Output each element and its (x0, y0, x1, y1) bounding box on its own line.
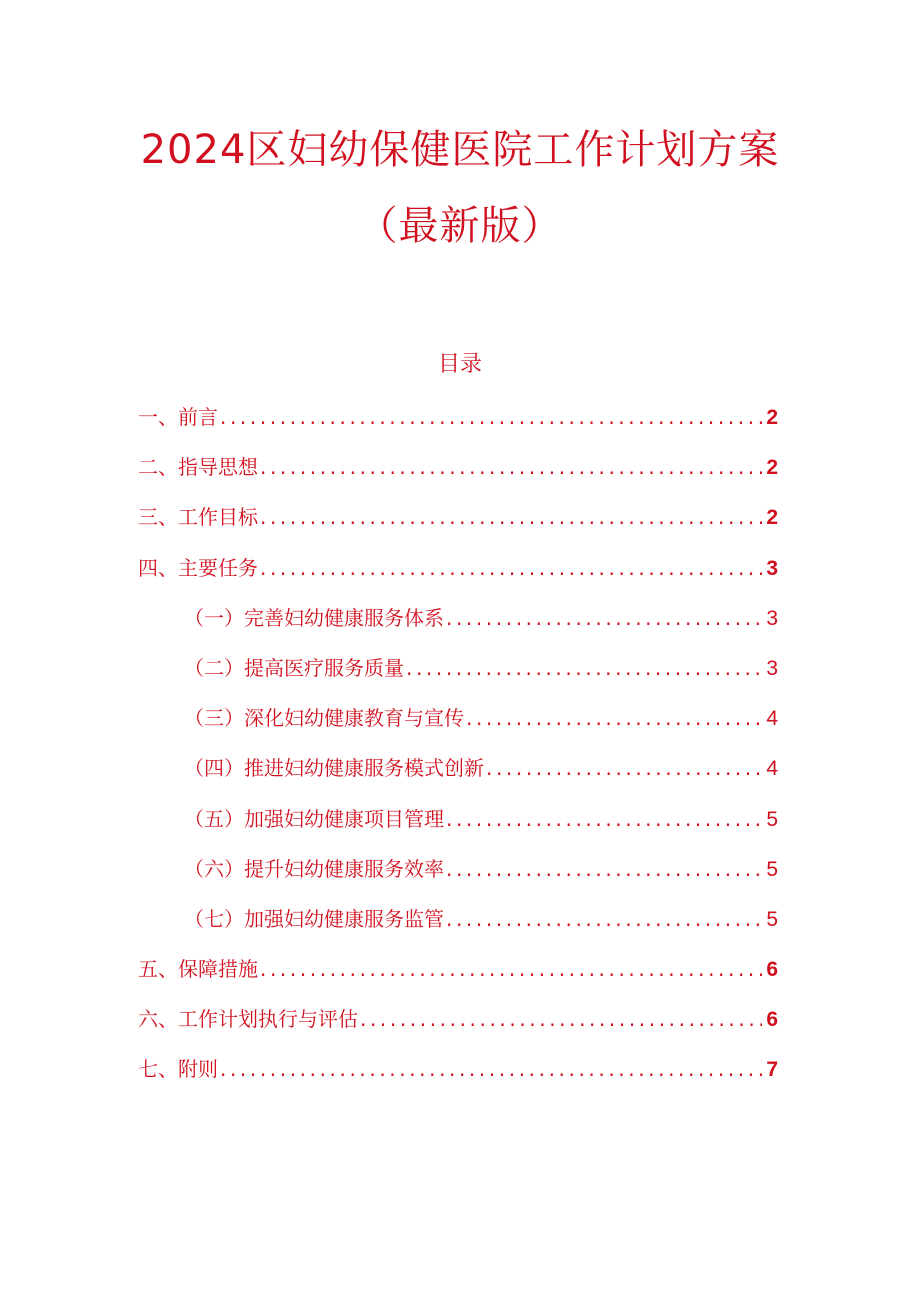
toc-leader-dots (446, 599, 762, 637)
toc-entry-page: 6 (766, 1008, 778, 1032)
toc-subentry[interactable] (138, 699, 778, 749)
toc-entry-page: 3 (766, 606, 778, 630)
toc-entry-page: 4 (766, 707, 778, 731)
toc-entry[interactable] (138, 398, 778, 448)
toc-entry[interactable] (138, 950, 778, 1000)
toc-leader-dots (486, 749, 762, 787)
toc-entry-page: 5 (766, 857, 778, 881)
toc-subentry[interactable] (138, 800, 778, 850)
toc-leader-dots (406, 649, 762, 687)
toc-entry-page: 3 (766, 656, 778, 680)
toc-entry-label: （四）推进妇幼健康服务模式创新 (184, 756, 484, 781)
toc-subentry[interactable] (138, 599, 778, 649)
toc-entry-page: 7 (766, 1058, 778, 1082)
toc-leader-dots (446, 800, 762, 838)
toc-entry[interactable] (138, 448, 778, 498)
toc-entry-label: 七、附则 (138, 1057, 218, 1082)
toc-subentry[interactable] (138, 850, 778, 900)
toc-entry-label: 四、主要任务 (138, 555, 258, 580)
toc-entry-label: 三、工作目标 (138, 505, 258, 530)
toc-entry-label: 六、工作计划执行与评估 (138, 1007, 358, 1032)
toc-subentry[interactable] (138, 749, 778, 799)
toc-leader-dots (260, 448, 762, 486)
toc-leader-dots (260, 950, 762, 988)
toc-entry[interactable] (138, 549, 778, 599)
toc-leader-dots (260, 549, 762, 587)
toc-entry-label: 五、保障措施 (138, 957, 258, 982)
toc-entry-page: 2 (766, 456, 778, 480)
toc-entry[interactable] (138, 1050, 778, 1100)
toc-entry-label: 二、指导思想 (138, 455, 258, 480)
toc-leader-dots (220, 1050, 762, 1088)
toc-entry[interactable] (138, 498, 778, 548)
toc-entry-page: 5 (766, 807, 778, 831)
toc-entry-label: （七）加强妇幼健康服务监管 (184, 906, 444, 931)
toc-leader-dots (446, 850, 762, 888)
document-title: 2024区妇幼保健医院工作计划方案 (140, 127, 780, 173)
toc-heading: 目录 (437, 352, 482, 377)
toc-entry-label: （一）完善妇幼健康服务体系 (184, 605, 444, 630)
table-of-contents (138, 398, 778, 1101)
toc-leader-dots (260, 498, 762, 536)
toc-leader-dots (446, 900, 762, 938)
toc-subentry[interactable] (138, 900, 778, 950)
toc-entry-label: （二）提高医疗服务质量 (184, 655, 404, 680)
toc-entry-page: 4 (766, 757, 778, 781)
toc-entry-page: 3 (766, 556, 778, 580)
toc-entry-page: 5 (766, 907, 778, 931)
toc-entry-page: 2 (766, 506, 778, 530)
document-subtitle: （最新版） (357, 203, 563, 249)
toc-leader-dots (466, 699, 762, 737)
toc-leader-dots (220, 398, 762, 436)
toc-entry-label: （三）深化妇幼健康教育与宣传 (184, 706, 464, 731)
toc-leader-dots (360, 1000, 762, 1038)
toc-entry-page: 6 (766, 958, 778, 982)
toc-entry-page: 2 (766, 406, 778, 429)
toc-subentry[interactable] (138, 649, 778, 699)
toc-entry[interactable] (138, 1000, 778, 1050)
toc-entry-label: （五）加强妇幼健康项目管理 (184, 806, 444, 831)
toc-entry-label: 一、前言 (138, 405, 218, 429)
toc-entry-label: （六）提升妇幼健康服务效率 (184, 856, 444, 881)
